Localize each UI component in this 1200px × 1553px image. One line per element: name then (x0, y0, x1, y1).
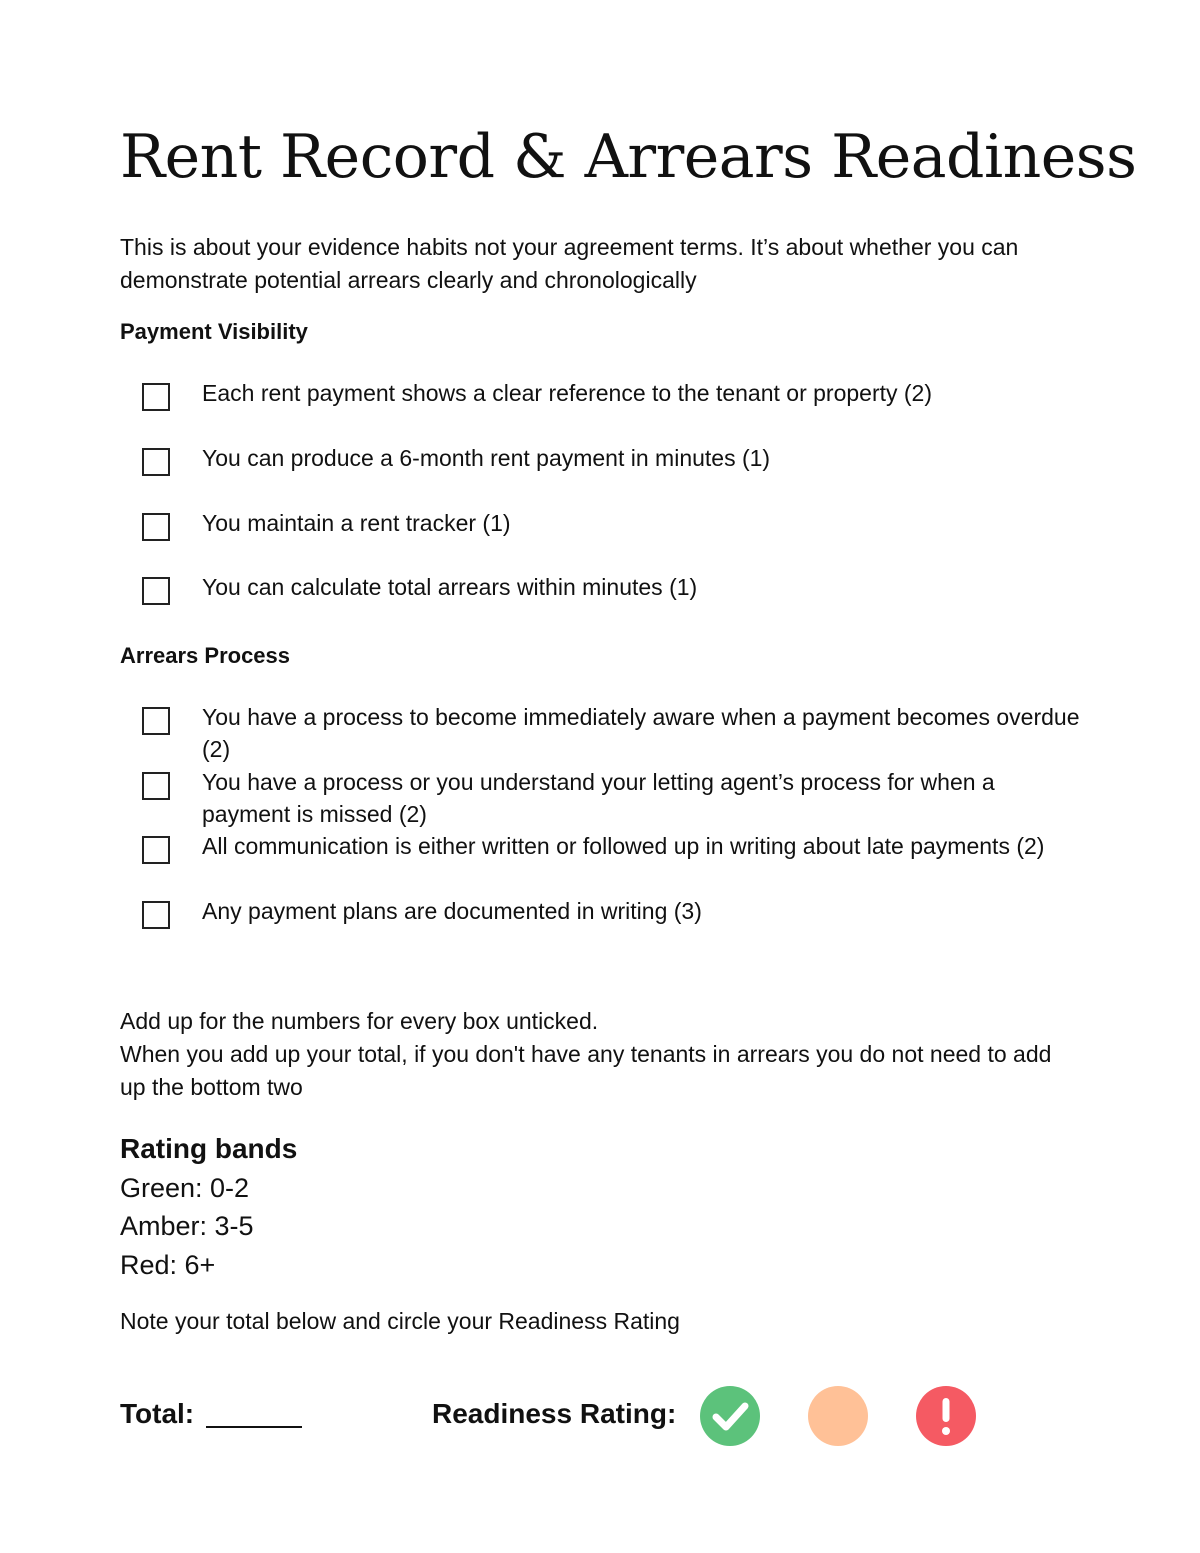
amber-rating-circle[interactable] (808, 1386, 868, 1446)
rating-band-green: Green: 0-2 (120, 1173, 250, 1203)
checklist-item-text: You can calculate total arrears within minutes (1) (202, 574, 698, 600)
instruction-note: Note your total below and circle your Readiness Rating (120, 1308, 680, 1334)
rating-band-amber: Amber: 3-5 (120, 1211, 254, 1241)
checklist-item-text: You have a process or you understand your letting agent’s process for when a payment is missed (2) (202, 769, 995, 827)
check-mark-icon (700, 1386, 760, 1446)
section-heading-payment-visibility: Payment Visibility (120, 319, 308, 344)
checkbox[interactable] (142, 577, 170, 605)
total-label: Total: (120, 1398, 195, 1429)
rating-bands-heading: Rating bands (120, 1133, 298, 1164)
checklist-item-text: All communication is either written or followed up in writing about late payments (2) (202, 833, 1045, 859)
green-rating-circle[interactable] (700, 1386, 760, 1446)
checkbox[interactable] (142, 513, 170, 541)
instruction-line-1: Add up for the numbers for every box unticked. (120, 1008, 599, 1034)
page-title: Rent Record & Arrears Readiness (120, 122, 1137, 192)
checklist-item-text: Each rent payment shows a clear reference to the tenant or property (2) (202, 380, 932, 406)
rating-band-red: Red: 6+ (120, 1250, 216, 1280)
checkbox[interactable] (142, 707, 170, 735)
exclamation-icon (916, 1386, 976, 1446)
readiness-rating-label: Readiness Rating: (432, 1398, 677, 1429)
checklist-item-text: You maintain a rent tracker (1) (202, 510, 511, 536)
section-heading-arrears-process: Arrears Process (120, 643, 291, 668)
total-input-line[interactable] (206, 1426, 302, 1428)
intro-paragraph: This is about your evidence habits not your agreement terms. It’s about whether you can demonstrate potential arrears clearly and chronologically (120, 234, 1019, 293)
checkbox[interactable] (142, 448, 170, 476)
checklist-item-text: You have a process to become immediately aware when a payment becomes overdue (2) (202, 704, 1080, 762)
checklist-item-text: Any payment plans are documented in writing (3) (202, 898, 702, 924)
checkbox[interactable] (142, 901, 170, 929)
checkbox[interactable] (142, 836, 170, 864)
instruction-line-2: When you add up your total, if you don't have any tenants in arrears you do not need to add up the bottom two (120, 1041, 1052, 1100)
checklist-item-text: You can produce a 6-month rent payment in minutes (1) (202, 445, 771, 471)
red-rating-circle[interactable] (916, 1386, 976, 1446)
blank-circle-icon (808, 1386, 868, 1446)
checkbox[interactable] (142, 772, 170, 800)
checkbox[interactable] (142, 383, 170, 411)
